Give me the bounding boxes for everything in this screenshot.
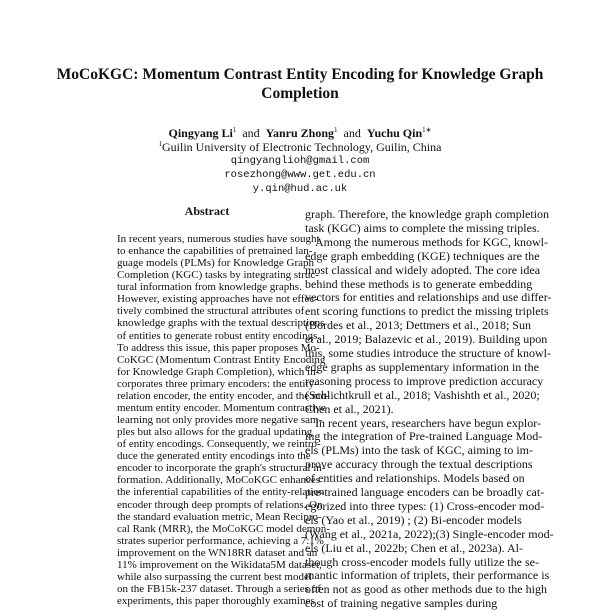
author-email: y.qin@hud.ac.uk	[252, 183, 348, 195]
body-line: most classical and widely adopted. The core idea	[305, 262, 541, 277]
abstract-line: for Knowledge Graph Completion), which in-	[117, 365, 320, 378]
abstract-line: while also surpassing the current best model	[117, 570, 312, 583]
author-mark: 1∗	[422, 126, 432, 134]
body-line: vectors for entities and relationships and use differ-	[305, 290, 552, 305]
body-line: graph. Therefore, the knowledge graph completion	[305, 207, 550, 221]
body-line: egorized into three types: (1) Cross-encoder mod-	[305, 498, 545, 513]
abstract-line: 11% improvement on the Wikidata5M dataset,	[117, 558, 322, 571]
abstract-line: the standard evaluation metric, Mean Recipro-	[117, 510, 322, 523]
body-line: pre-trained language encoders can be broadly cat-	[305, 485, 545, 499]
abstract-line: cal Rank (MRR), the MoCoKGC model demon-	[117, 522, 330, 535]
paper-title-line-1: MoCoKGC: Momentum Contrast Entity Encoding for Knowledge Graph	[56, 66, 544, 83]
body-line: behind these methods is to generate embedding	[305, 276, 533, 291]
abstract-line: learning not only provides more negative sam-	[117, 414, 323, 427]
abstract-line: formation. Additionally, MoCoKGC enhances	[117, 474, 321, 487]
author-email: qingyanglioh@gmail.com	[230, 155, 370, 167]
author-name: Yanru Zhong	[265, 126, 335, 140]
affiliation	[0, 140, 600, 155]
author-separator: and	[343, 126, 361, 140]
abstract-line: duce the generated entity encodings into the	[117, 450, 311, 463]
abstract-line: Completion (KGC) tasks by integrating struc-	[117, 269, 319, 282]
body-line: In recent years, researchers have begun explor-	[315, 415, 541, 430]
body-line: Chen et al., 2021).	[305, 401, 394, 416]
abstract-line: the inferential capabilities of the entity-relation	[117, 486, 325, 499]
author-email: rosezhong@www.get.edu.cn	[224, 169, 376, 181]
abstract-line: strates superior performance, achieving a 7.1%	[117, 534, 324, 547]
body-line: edge graphs as supplementary information in the	[305, 359, 539, 374]
body-line: ent scoring functions to predict the missing triplets	[305, 304, 549, 319]
abstract-line: corporates three primary encoders: the entity-	[117, 377, 318, 390]
body-line: els (Yao et al., 2019) ; (2) Bi-encoder models	[305, 512, 522, 527]
abstract-line: on the FB15k-237 dataset. Through a series of	[117, 583, 321, 596]
body-line: reasoning process to improve prediction accuracy	[305, 373, 544, 388]
abstract-line: improvement on the WN18RR dataset and an	[117, 546, 318, 559]
body-line: this, some studies introduce the structure of knowl-	[305, 346, 551, 360]
affiliation-mark: 1	[158, 140, 163, 148]
body-line: often not as good as other methods due to the high	[305, 582, 547, 597]
abstract-line: However, existing approaches have not effec-	[117, 293, 318, 306]
body-line: (Schlichtkrull et al., 2018; Vashishth et al., 2020;	[305, 387, 540, 402]
body-line: though cross-encoder models fully utilize the se-	[305, 554, 539, 569]
body-line: (Wang et al., 2021a, 2022);(3) Single-encoder mod-	[305, 526, 554, 541]
author-separator: and	[242, 126, 260, 140]
abstract-line: guage models (PLMs) for Knowledge Graph	[117, 257, 315, 270]
abstract-line: tural information from knowledge graphs.	[117, 281, 302, 294]
abstract-line: In recent years, numerous studies have sought	[117, 233, 320, 245]
abstract-line: knowledge graphs with the textual descriptions	[117, 317, 325, 330]
abstract-line: tively combined the structural attributes of	[117, 305, 305, 318]
abstract-line: of entity encodings. Consequently, we reintro-	[117, 438, 321, 451]
abstract-line: encoder through deep prompts of relations. On	[117, 498, 323, 511]
body-line: edge graph embedding (KGE) techniques are the	[305, 248, 540, 263]
paper-title-line-2: Completion	[261, 85, 339, 102]
abstract-line: mentum entity encoder. Momentum contrastive	[117, 401, 326, 414]
abstract-line: encoder to incorporate the graph's structural in-	[117, 462, 326, 475]
abstract-line: ples but also allows for the gradual updating	[117, 426, 313, 439]
abstract-heading: Abstract	[184, 204, 230, 218]
body-line: et al., 2019; Balazevic et al., 2019). Building upon	[305, 332, 548, 347]
body-line: mantic information of triplets, their performance is	[305, 568, 550, 583]
affiliation-text: Guilin University of Electronic Technology, Guilin, China	[162, 140, 442, 154]
body-line: cost of training negative samples during	[305, 596, 498, 611]
body-line: task (KGC) aims to complete the missing triples.	[305, 220, 540, 235]
author-name: Yuchu Qin	[366, 126, 423, 140]
body-line: of entities and relationships. Models based on	[305, 471, 525, 486]
body-line: els (Liu et al., 2022b; Chen et al., 2023a). Al-	[305, 540, 523, 555]
body-line: ing the integration of Pre-trained Language Mod-	[305, 429, 543, 444]
author-mark: 1	[334, 126, 338, 134]
body-line: Among the numerous methods for KGC, knowl-	[315, 234, 548, 249]
body-line: els (PLMs) into the task of KGC, aiming to im-	[305, 443, 533, 458]
abstract-line: To address this issue, this paper proposes Mo-	[117, 341, 320, 354]
abstract-line: relation encoder, the entity encoder, and the mo-	[117, 389, 330, 402]
abstract-line: of entities to generate robust entity encodings.	[117, 329, 321, 342]
author-mark: 1	[232, 126, 237, 134]
body-line: prove accuracy through the textual descriptions	[305, 457, 533, 472]
author-name: Qingyang Li	[168, 126, 233, 140]
body-line: (Bordes et al., 2013; Dettmers et al., 2018; Sun	[305, 318, 531, 333]
abstract-line: experiments, this paper thoroughly examines	[117, 595, 315, 608]
abstract-line: CoKGC (Momentum Contrast Entity Encoding	[117, 353, 326, 366]
abstract-line: to enhance the capabilities of pretrained lan-	[117, 245, 313, 258]
author-list	[0, 126, 600, 141]
